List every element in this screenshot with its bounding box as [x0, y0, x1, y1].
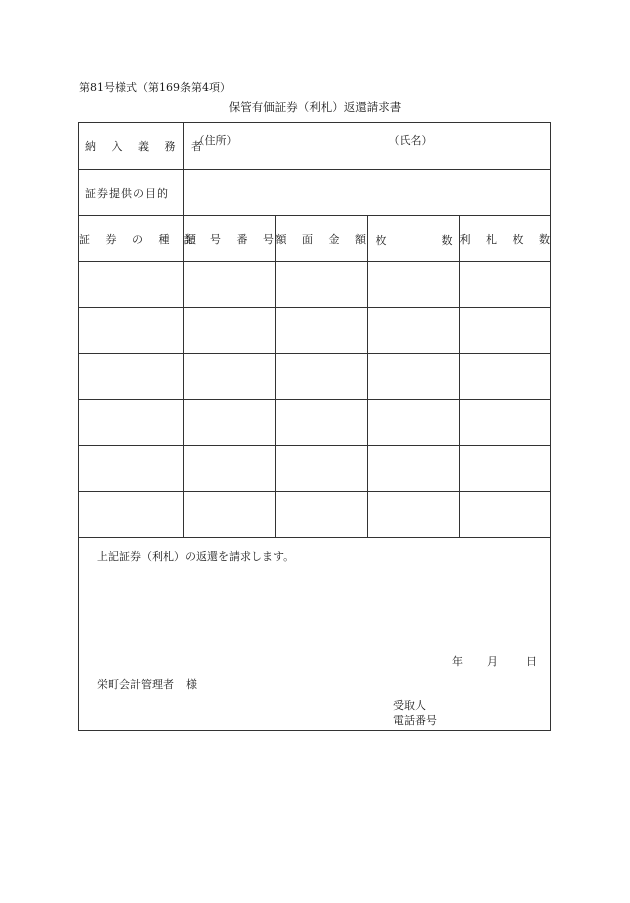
- name-label: （氏名）: [388, 134, 433, 147]
- table-cell[interactable]: [183, 446, 275, 492]
- table-cell[interactable]: [275, 262, 367, 308]
- table-cell[interactable]: [275, 446, 367, 492]
- table-cell[interactable]: [459, 354, 550, 400]
- form-table: [79, 123, 556, 538]
- form-number: 第81号様式（第169条第4項）: [79, 81, 231, 94]
- table-cell[interactable]: [183, 492, 275, 538]
- table-cell[interactable]: [79, 492, 183, 538]
- header-serial-number: 記 号 番 号: [183, 216, 275, 262]
- table-cell[interactable]: [275, 492, 367, 538]
- table-cell[interactable]: [79, 446, 183, 492]
- table-cell[interactable]: [183, 308, 275, 354]
- table-cell[interactable]: [459, 262, 550, 308]
- purpose-value-cell[interactable]: [183, 170, 550, 216]
- table-cell[interactable]: [459, 492, 550, 538]
- table-header-row: [79, 216, 550, 262]
- purpose-row: [79, 170, 550, 216]
- request-form: [78, 122, 556, 731]
- form-title: 保管有価証券（利札）返還請求書: [228, 100, 402, 114]
- table-cell[interactable]: [183, 354, 275, 400]
- obligor-value-cell[interactable]: [183, 123, 550, 170]
- table-cell[interactable]: [79, 400, 183, 446]
- table-cell[interactable]: [275, 354, 367, 400]
- header-sheet-count-part2: 数: [441, 234, 453, 247]
- table-cell[interactable]: [275, 400, 367, 446]
- table-cell[interactable]: [367, 446, 459, 492]
- header-sheet-count: [367, 216, 459, 262]
- date-month-label: 月: [487, 655, 498, 668]
- receiver-block: [393, 698, 437, 728]
- table-cell[interactable]: [367, 492, 459, 538]
- table-cell[interactable]: [79, 262, 183, 308]
- obligor-label: 納 入 義 務 者: [79, 123, 183, 170]
- table-cell[interactable]: [459, 446, 550, 492]
- header-sheet-count-part1: 枚: [375, 234, 387, 247]
- date-day-label: 日: [526, 655, 537, 668]
- header-coupon-count: 利 札 枚 数: [459, 216, 550, 262]
- request-statement: 上記証券（利札）の返還を請求します。: [97, 550, 295, 563]
- address-label: （住所）: [193, 134, 238, 147]
- table-row: [79, 262, 550, 308]
- addressee-name: 栄町会計管理者: [97, 678, 174, 691]
- table-cell[interactable]: [79, 308, 183, 354]
- table-cell[interactable]: [79, 354, 183, 400]
- table-cell[interactable]: [183, 400, 275, 446]
- table-cell[interactable]: [367, 400, 459, 446]
- table-cell[interactable]: [183, 262, 275, 308]
- table-row: [79, 308, 550, 354]
- table-cell[interactable]: [275, 308, 367, 354]
- table-cell[interactable]: [367, 354, 459, 400]
- addressee: [97, 676, 197, 692]
- table-row: [79, 400, 550, 446]
- phone-label: 電話番号: [393, 714, 437, 727]
- obligor-row: [79, 123, 550, 170]
- table-cell[interactable]: [367, 262, 459, 308]
- purpose-label: 証券提供の目的: [79, 170, 183, 216]
- receiver-label: 受取人: [393, 699, 426, 712]
- request-section: [79, 542, 550, 730]
- table-cell[interactable]: [459, 308, 550, 354]
- date-line: [452, 653, 537, 669]
- table-cell[interactable]: [459, 400, 550, 446]
- header-face-value: 額 面 金 額: [275, 216, 367, 262]
- table-row: [79, 492, 550, 538]
- addressee-honorific: 様: [186, 678, 197, 691]
- header-security-type: 証 券 の 種 類: [79, 216, 183, 262]
- table-row: [79, 446, 550, 492]
- table-row: [79, 354, 550, 400]
- table-cell[interactable]: [367, 308, 459, 354]
- date-year-label: 年: [452, 655, 463, 668]
